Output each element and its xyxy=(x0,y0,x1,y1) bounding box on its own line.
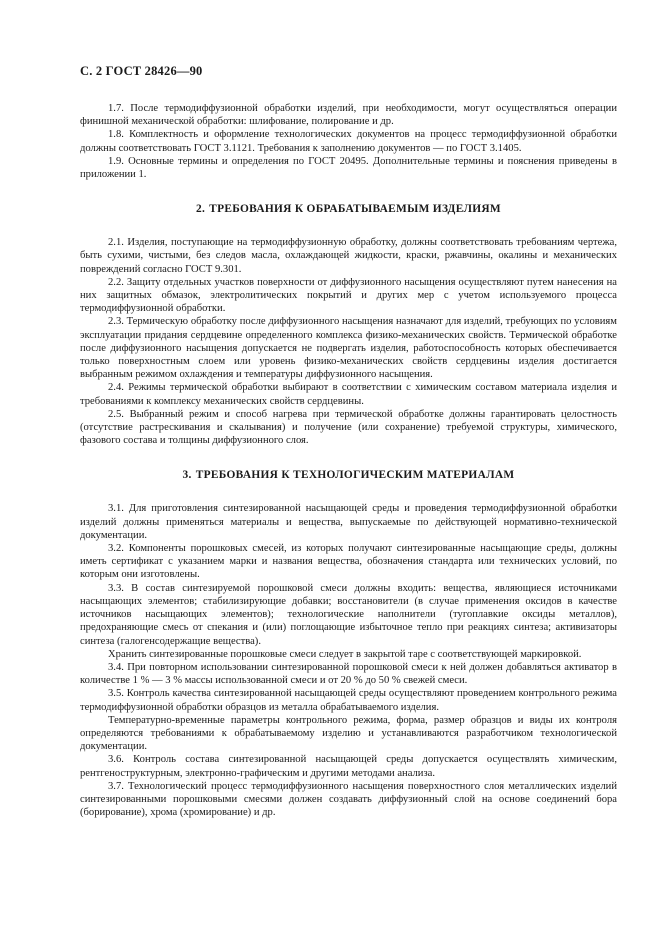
paragraph-3-6: 3.6. Контроль состава синтезированной насыщающей среды допускается осуществлять химическим, рентгеноструктурным, электронно-графическим и другими методами анализа. xyxy=(80,754,617,779)
paragraph-3-4: 3.4. При повторном использовании синтезированной порошковой смеси к ней должен добавляться активатор в количестве 1 % — 3 % массы использованной смеси и от 20 % до 50 % свежей смеси. xyxy=(80,661,617,687)
section-2-body xyxy=(80,236,617,447)
intro-block xyxy=(80,102,617,181)
section-3-number: 3. xyxy=(182,469,192,482)
page-header: С. 2 ГОСТ 28426—90 xyxy=(80,64,203,78)
paragraph-3-5-params: Температурно-временные параметры контрольного режима, форма, размер образцов и виды их контроля определяются требованиями к обрабатываемому изделию и устанавливаются разработчиком технологической документации. xyxy=(80,714,617,753)
paragraph-2-3: 2.3. Термическую обработку после диффузионного насыщения назначают для изделий, требующих по условиям эксплуатации придания сердцевине определенного комплекса физико-механических свойств. Термической обработке после диффузионного насыщения допускается не подвергать изделия, работоспособность которых обеспечивается только поверхностным слоем или уровень физико-механических свойств сердцевины изделия достигается выбранным режимом охлаждения и температуры диффузионного насыщения. xyxy=(80,316,617,381)
paragraph-3-7: 3.7. Технологический процесс термодиффузионного насыщения поверхностного слоя металлических изделий синтезированными порошковыми смесями должен создавать диффузионный слой на основе соединений бора (борирование), хрома (хромирование) и др. xyxy=(80,780,617,819)
paragraph-3-5: 3.5. Контроль качества синтезированной насыщающей среды осуществляют проведением контрольного режима термодиффузионной обработки образцов из металла обрабатываемого изделия. xyxy=(80,688,617,713)
paragraph-3-3-storage: Хранить синтезированные порошковые смеси следует в закрытой таре с соответствующей маркировкой. xyxy=(108,648,582,660)
paragraph-3-1: 3.1. Для приготовления синтезированной насыщающей среды и проведения термодиффузионной обработки изделий должны применяться материалы и вещества, выпускаемые по действующей нормативно-технической документации. xyxy=(80,503,617,541)
section-2-title: ТРЕБОВАНИЯ К ОБРАБАТЫВАЕМЫМ ИЗДЕЛИЯМ xyxy=(209,203,501,216)
paragraph-2-1: 2.1. Изделия, поступающие на термодиффузионную обработку, должны соответствовать требованиям чертежа, быть сухими, чистыми, без следов масла, охлаждающей жидкости, краски, ржавчины, окалины и механических повреждений согласно ГОСТ 9.301. xyxy=(80,237,617,275)
paragraph-3-3: 3.3. В состав синтезируемой порошковой смеси должны входить: вещества, являющиеся источниками насыщающих элементов; стабилизирующие добавки; восстановители (в случае применения оксидов в качестве источников насыщающих элементов); технологические наполнители (тугоплавкие оксиды металлов), предохраняющие смесь от спекания и (или) поглощающие избыточное тепло при реакциях синтеза; активизаторы синтеза (галогенсодержащие вещества). xyxy=(80,582,617,647)
section-2-heading xyxy=(80,203,617,215)
paragraph-2-4: 2.4. Режимы термической обработки выбирают в соответствии с химическим составом материала изделия и требованиями к комплексу механических свойств сердцевины. xyxy=(80,382,617,407)
paragraph-1-7: 1.7. После термодиффузионной обработки изделий, при необходимости, могут осуществляться операции финишной механической обработки: шлифование, полирование и др. xyxy=(80,103,617,128)
paragraph-2-5: 2.5. Выбранный режим и способ нагрева при термической обработке должны гарантировать целостность (отсутствие растрескивания и скалывания) и получение (или сохранение) требуемой структуры, химического, фазового состава и толщины диффузионного слоя. xyxy=(80,408,617,447)
paragraph-3-2: 3.2. Компоненты порошковых смесей, из которых получают синтезированные насыщающие среды, должны иметь сертификат с указанием марки и названия вещества, обозначения стандарта или технических условий, по которым они изготовлены. xyxy=(80,543,617,581)
section-3-heading xyxy=(80,469,617,481)
section-3-body xyxy=(80,502,617,819)
paragraph-1-9: 1.9. Основные термины и определения по ГОСТ 20495. Дополнительные термины и пояснения приведены в приложении 1. xyxy=(80,155,617,181)
section-3-title: ТРЕБОВАНИЯ К ТЕХНОЛОГИЧЕСКИМ МАТЕРИАЛАМ xyxy=(195,469,515,482)
section-2-number: 2. xyxy=(196,203,206,216)
paragraph-2-2: 2.2. Защиту отдельных участков поверхности от диффузионного насыщения осуществляют путем нанесения на них защитных обмазок, электролитических покрытий и других мер с учетом используемого процесса термодиффузионной обработки. xyxy=(80,276,617,315)
paragraph-1-8: 1.8. Комплектность и оформление технологических документов на процесс термодиффузионной обработки должны соответствовать ГОСТ 3.1121. Требования к заполнению документов — по ГОСТ 3.1405. xyxy=(80,129,617,154)
